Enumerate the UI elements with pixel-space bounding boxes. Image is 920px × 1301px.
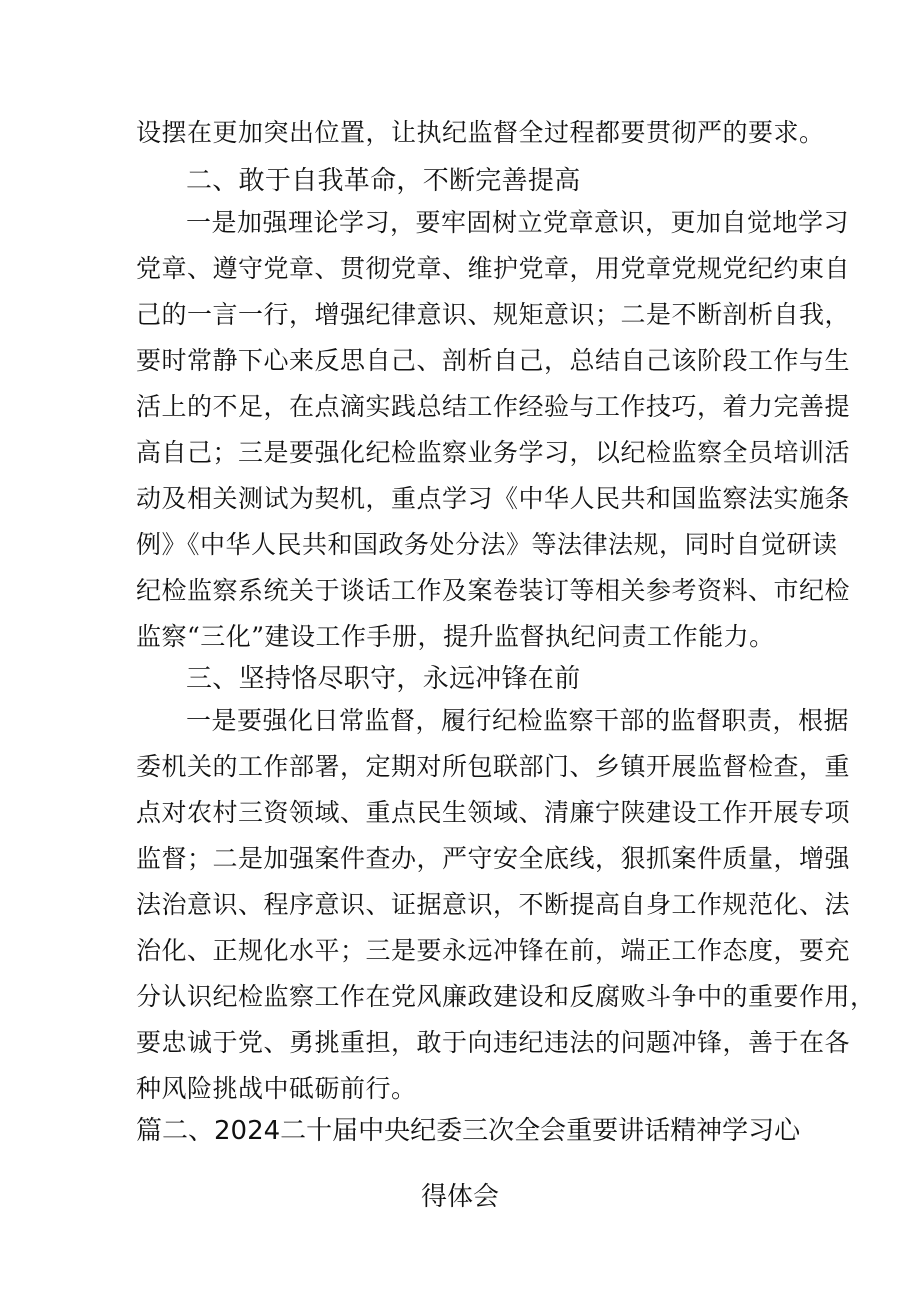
paragraph-line: 高自己；三是要强化纪检监察业务学习，以纪检监察全员培训活 xyxy=(136,438,851,467)
paragraph-line: 例》《中华人民共和国政务处分法》等法律法规，同时自觉研读 xyxy=(136,530,838,559)
paragraph-line: 治化、正规化水平；三是要永远冲锋在前，端正工作态度，要充 xyxy=(136,936,851,965)
paragraph-line: 党章、遵守党章、贯彻党章、维护党章，用党章党规党纪约束自 xyxy=(136,254,851,283)
paragraph-line: 点对农村三资领域、重点民生领域、清廉宁陕建设工作开展专项 xyxy=(136,798,851,827)
paragraph-line: 一是要强化日常监督，履行纪检监察干部的监督职责，根据 xyxy=(186,706,850,735)
paragraph-line: 委机关的工作部署，定期对所包联部门、乡镇开展监督检查，重 xyxy=(136,752,851,781)
paragraph-line: 己的一言一行，增强纪律意识、规矩意识；二是不断剖析自我， xyxy=(136,300,851,329)
article-title-line1: 篇二、2024二十届中央纪委三次全会重要讲话精神学习心 xyxy=(136,1116,801,1146)
section-heading-2: 二、敢于自我革命，不断完善提高 xyxy=(186,166,581,196)
paragraph-line: 监察“三化”建设工作手册，提升监督执纪问责工作能力。 xyxy=(136,622,775,651)
paragraph-line: 要忠诚于党、勇挑重担，敢于向违纪违法的问题冲锋，善于在各 xyxy=(136,1028,851,1057)
paragraph-line: 一是加强理论学习，要牢固树立党章意识，更加自觉地学习 xyxy=(186,208,850,237)
paragraph-line: 纪检监察系统关于谈话工作及案卷装订等相关参考资料、市纪检 xyxy=(136,576,851,605)
paragraph-line: 监督；二是加强案件查办，严守安全底线，狠抓案件质量，增强 xyxy=(136,844,851,873)
section-heading-3: 三、坚持恪尽职守，永远冲锋在前 xyxy=(186,664,581,694)
paragraph-line: 分认识纪检监察工作在党风廉政建设和反腐败斗争中的重要作用， xyxy=(136,982,876,1011)
paragraph-line: 要时常静下心来反思自己、剖析自己，总结自己该阶段工作与生 xyxy=(136,346,851,375)
paragraph-line: 法治意识、程序意识、证据意识，不断提高自身工作规范化、法 xyxy=(136,890,851,919)
paragraph-line: 活上的不足，在点滴实践总结工作经验与工作技巧，着力完善提 xyxy=(136,392,851,421)
paragraph-line: 动及相关测试为契机，重点学习《中华人民共和国监察法实施条 xyxy=(136,484,851,513)
article-title-line2: 得体会 xyxy=(420,1182,499,1212)
paragraph-line: 设摆在更加突出位置，让执纪监督全过程都要贯彻严的要求。 xyxy=(136,118,825,147)
paragraph-line: 种风险挑战中砥砺前行。 xyxy=(136,1074,417,1103)
